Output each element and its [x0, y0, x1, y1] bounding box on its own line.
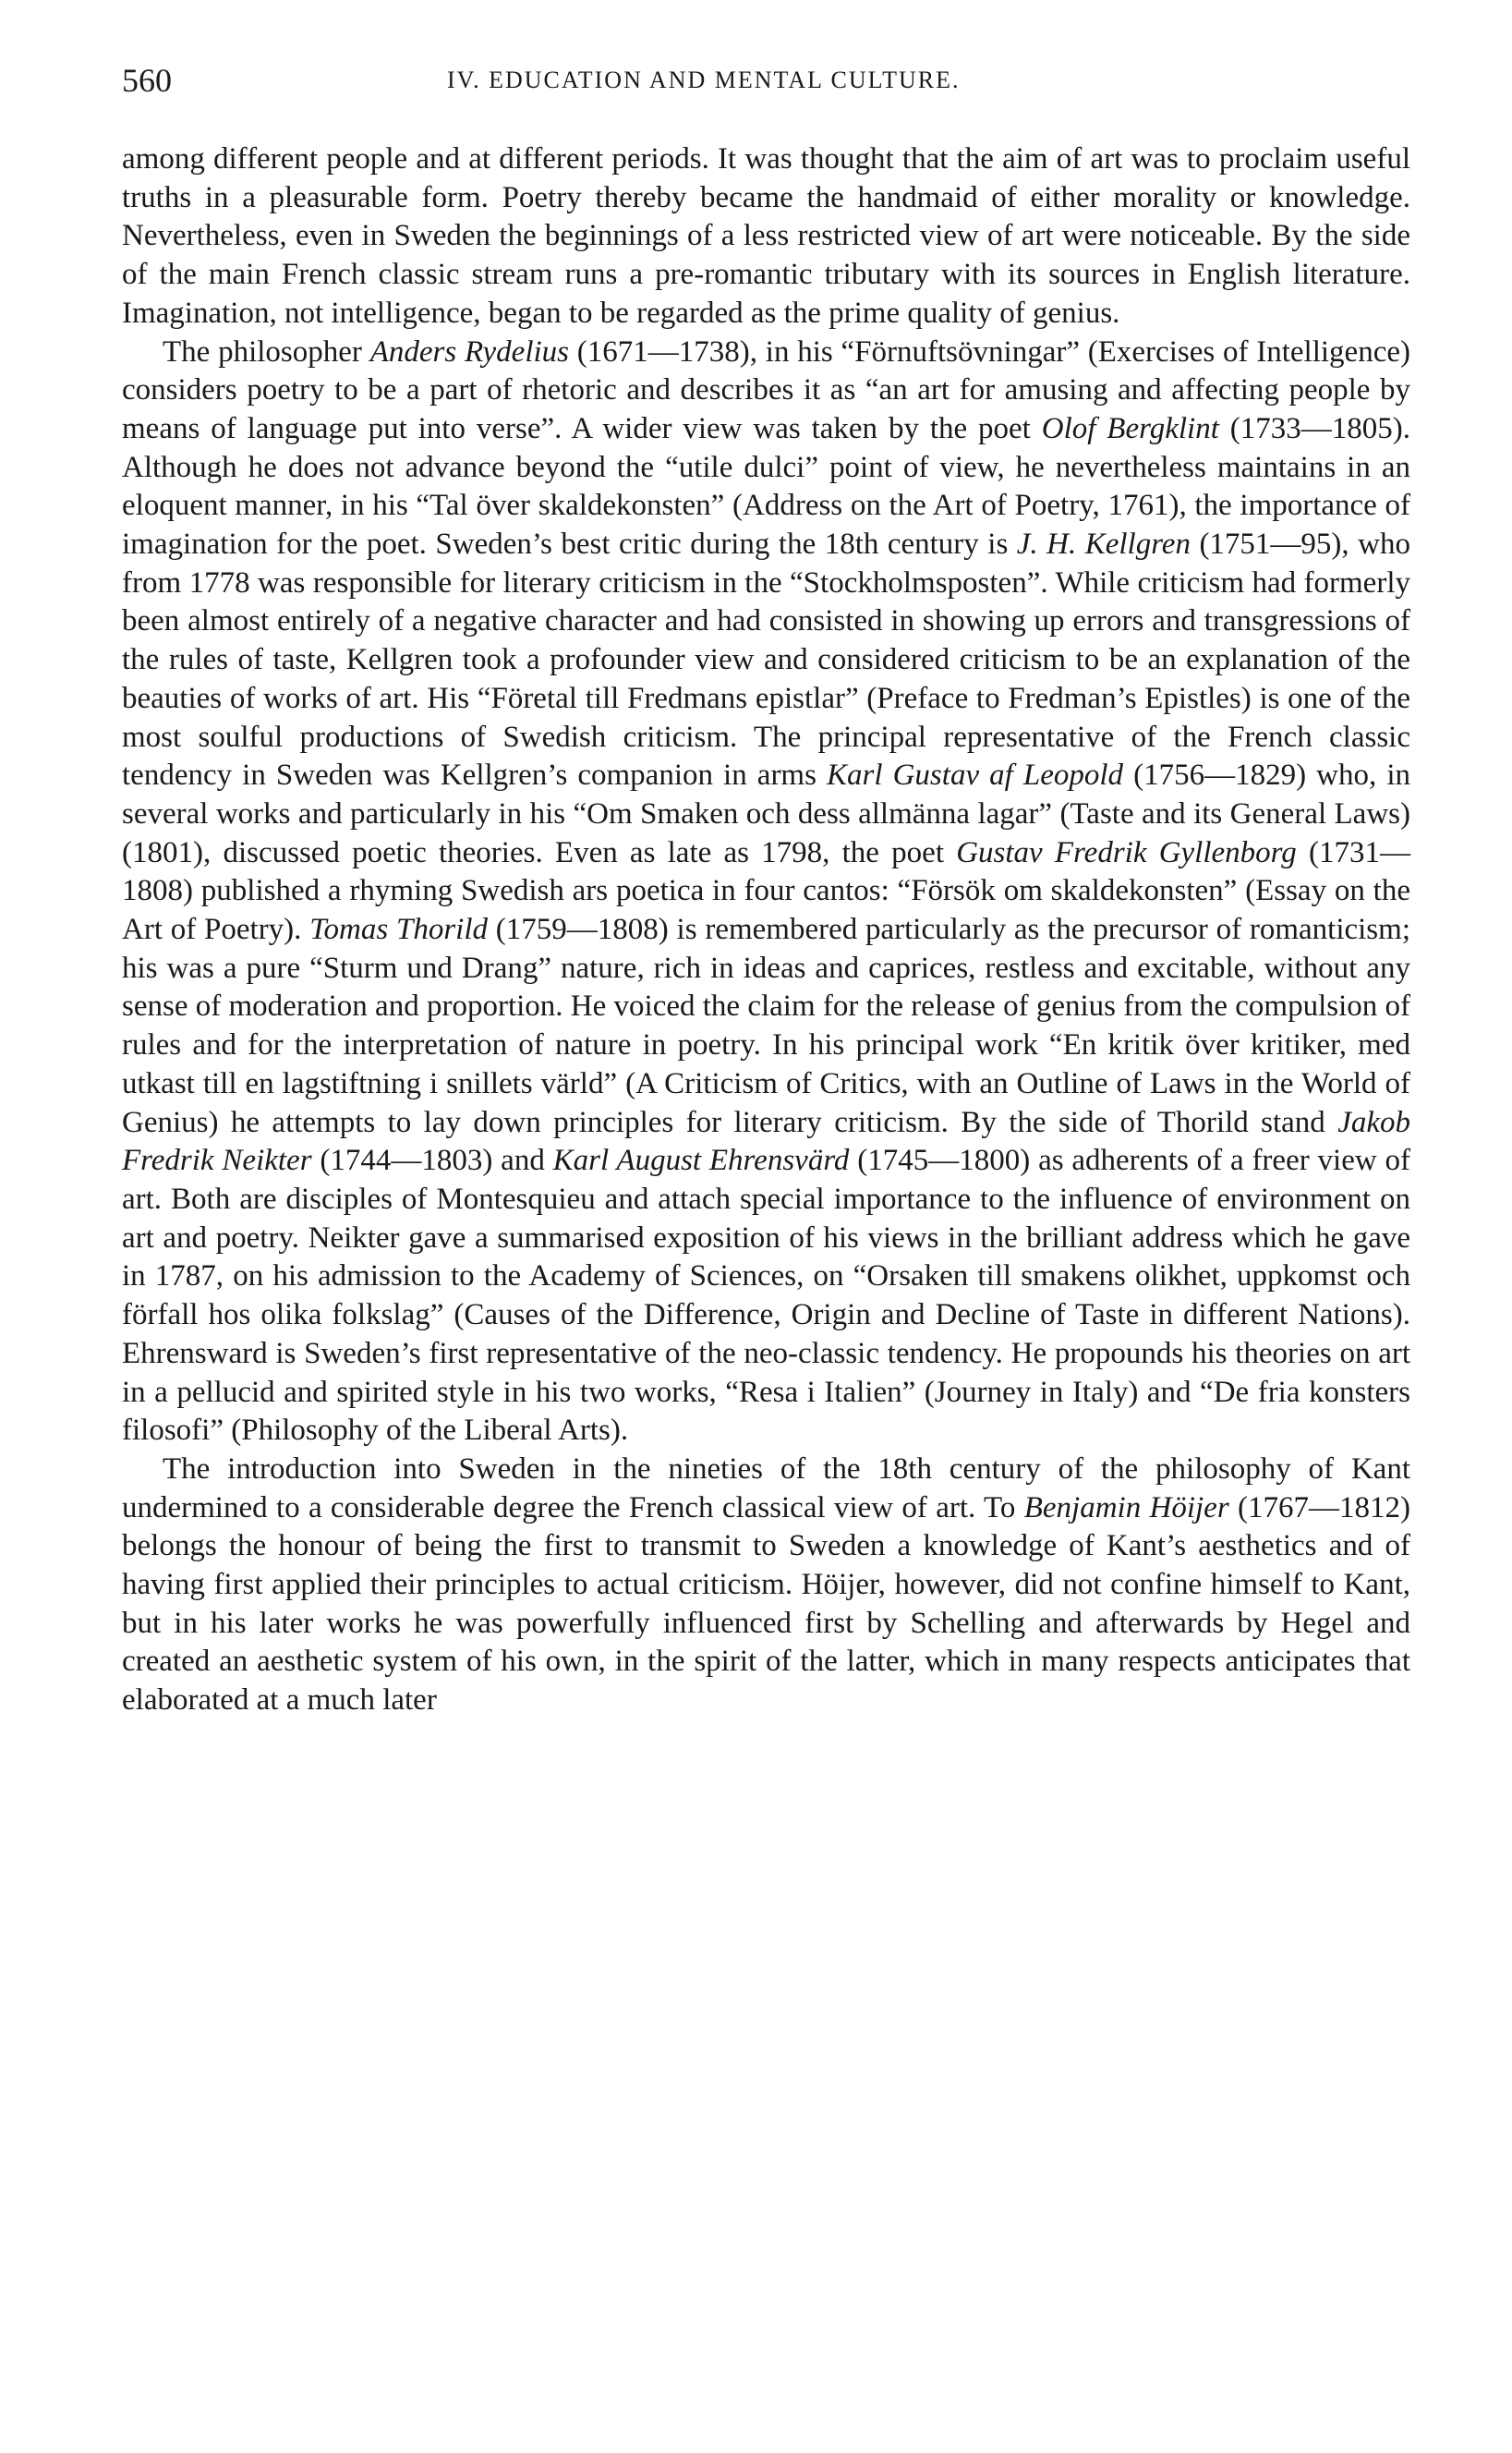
text-run: (1767—1812) belongs the honour of being the first to transmit to Sweden a knowledge of Kant’s aesthetics and of having first applied their principles to actual criticism. Höijer, however, did not confine himself to Kant, but in his later works he was powerfully influenced first by Schelling and afterwards by Hegel and created an aesthetic system of his own, in the spirit of the latter, which in many respects anticipates that elaborated at a much later — [122, 1490, 1410, 1718]
italic-name: Karl Gustav af Leopold — [827, 759, 1124, 793]
italic-name: J. H. Kellgren — [1016, 528, 1191, 562]
paragraph — [122, 334, 1410, 1451]
italic-name: Jakob Fredrik Neikter — [122, 1105, 1410, 1178]
text-run: (1731—1808) published a rhyming Swedish ars poetica in four cantos: “Försök om skaldekonsten” (Essay on the Art of Poetry). — [122, 835, 1410, 947]
paragraph — [122, 140, 1410, 334]
text-run: (1733—1805). Although he does not advance beyond the “utile dulci” point of view, he nevertheless maintains in an eloquent manner, in his “Tal över skaldekonsten” (Address on the Art of Poetry, 1761), the importance of imagination for the poet. Sweden’s best critic during the 18th century is — [122, 411, 1410, 562]
page-header — [122, 61, 1410, 98]
text-run: (1756—1829) who, in several works and particularly in his “Om Smaken och dess allmänna lagar” (Taste and its General Laws) (1801), discussed poetic theories. Even as late as 1798, the poet — [122, 759, 1410, 869]
italic-name: Anders Rydelius — [369, 334, 569, 369]
text-run: (1744—1803) and — [311, 1144, 553, 1178]
italic-name: Olof Bergklint — [1041, 411, 1219, 445]
body-text — [122, 140, 1410, 1720]
text-run: The introduction into Sweden in the nineties of the 18th century of the philosophy of Kant undermined to a considerable degree the French classical view of art. To — [122, 1451, 1410, 1524]
paragraph — [122, 1451, 1410, 1720]
italic-name: Tomas Thorild — [309, 913, 489, 947]
page-number: 560 — [122, 62, 172, 99]
text-run: (1751—95), who from 1778 was responsible for literary criticism in the “Stockholmsposten”. While criticism had formerly been almost entirely of a negative character and had consisted in showing up errors and transgressions of the rules of taste, Kellgren took a profounder view and considered criticism to be an explanation of the beauties of works of art. His “Företal till Fredmans epistlar” (Preface to Fredman’s Epistles) is one of the most soulful productions of Swedish criticism. The principal representative of the French classic tendency in Sweden was Kellgren’s companion in arms — [122, 528, 1410, 793]
text-run: (1759—1808) is remembered particularly as the precursor of romanticism; his was a pure “Sturm und Drang” nature, rich in ideas and caprices, restless and excitable, without any sense of moderation and proportion. He voiced the claim for the release of genius from the compulsion of rules and for the interpretation of nature in poetry. In his principal work “En kritik över kritiker, med utkast till en lagstiftning i snillets värld” (A Criticism of Critics, with an Outline of Laws in the World of Genius) he attempts to lay down principles for literary criticism. By the side of Thorild stand — [122, 913, 1410, 1139]
text-run: (1671—1738), in his “Förnuftsövningar” (Exercises of Intelligence) considers poetry to be a part of rhetoric and describes it as “an art for amusing and affecting people by means of language put into verse”. A wider view was taken by the poet — [122, 334, 1410, 445]
italic-name: Gustav Fredrik Gyllenborg — [956, 835, 1297, 869]
text-run: The philosopher — [163, 334, 370, 369]
text-run: (1745—1800) as adherents of a freer view of art. Both are disciples of Montesquieu and attach special importance to the influence of environment on art and poetry. Neikter gave a summarised exposition of his views in the brilliant address which he gave in 1787, on his admission to the Academy of Sciences, on “Orsaken till smakens olikhet, uppkomst och förfall hos olika folkslag” (Causes of the Difference, Origin and Decline of Taste in different Nations). Ehrensward is Sweden’s first representative of the neo-classic tendency. He propounds his theories on art in a pellucid and spirited style in his two works, “Resa i Italien” (Journey in Italy) and “De fria konsters filosofi” (Philosophy of the Liberal Arts). — [122, 1144, 1410, 1448]
running-head: IV. EDUCATION AND MENTAL CULTURE. — [447, 67, 961, 93]
italic-name: Benjamin Höijer — [1023, 1490, 1229, 1524]
text-run: among different people and at different periods. It was thought that the aim of art was to proclaim useful truths in a pleasurable form. Poetry thereby became the handmaid of either morality or knowledge. Nevertheless, even in Sweden the beginnings of a less restricted view of art were noticeable. By the side of the main French classic stream runs a pre-romantic tributary with its sources in English literature. Imagination, not intelligence, began to be regarded as the prime quality of genius. — [122, 142, 1410, 330]
italic-name: Karl August Ehrensvärd — [552, 1144, 850, 1178]
